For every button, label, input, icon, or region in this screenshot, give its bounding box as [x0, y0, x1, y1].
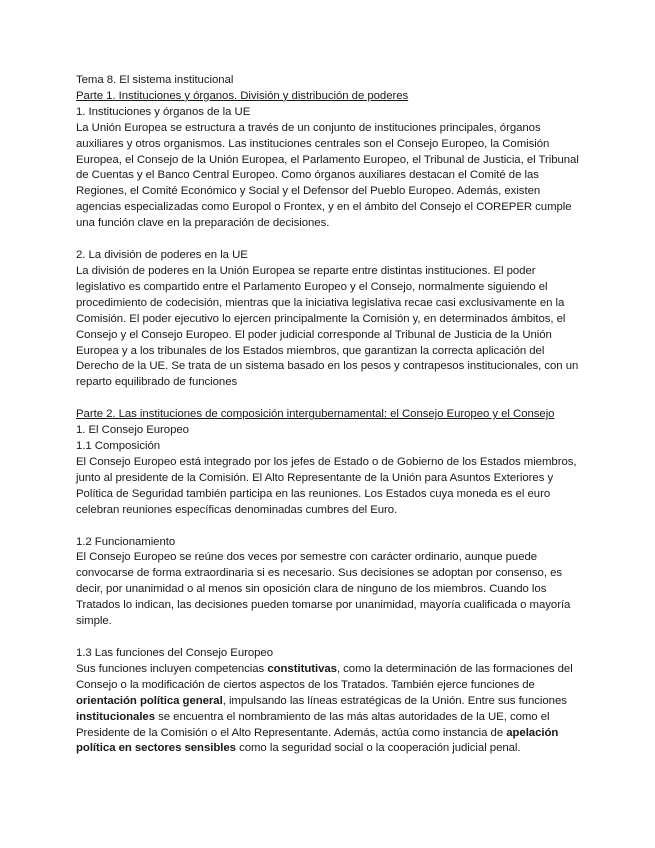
section-2-heading: 2. La división de poderes en la UE: [76, 249, 248, 262]
bold-term-constitutivas: constitutivas: [267, 662, 337, 675]
spacer: [76, 232, 579, 248]
section-1-heading: 1. Instituciones y órganos de la UE: [76, 105, 251, 118]
composicion-paragraph: El Consejo Europeo está integrado por los jefes de Estado o de Gobierno de los Estados miembros, junto al presidente de la Comisión. El Alto Representante de la Unión para Asuntos Exteriores y Política de Seguridad también participa en las reuniones. Los Estados cuya moneda es el euro celebran reuniones específicas denominadas cumbres del Euro.: [76, 455, 577, 516]
consejo-europeo-heading: 1. El Consejo Europeo: [76, 424, 189, 437]
spacer: [76, 519, 579, 535]
text-run: , impulsando las líneas estratégicas de la Unión. Entre sus funciones: [222, 694, 567, 707]
bold-term-orientacion: orientación política general: [76, 694, 223, 707]
spacer: [76, 630, 579, 646]
section-1-paragraph: La Unión Europea se estructura a través de un conjunto de instituciones principales, órganos auxiliares y otros organismos. Las instituciones centrales son el Consejo Europeo, la Comisión Europea, el Consejo de la Unión Europea, el Parlamento Europeo, el Tribunal de Justicia, el Tribunal de Cuentas y el Banco Central Europeo. Como órganos auxiliares destacan el Comité de las Regiones, el Comité Económico y Social y el Defensor del Pueblo Europeo. Además, existen agencias especializadas como Europol o Frontex, y en el ámbito del Consejo el COREPER cumple una función clave en la preparación de decisiones.: [76, 121, 579, 230]
composicion-heading: 1.1 Composición: [76, 440, 161, 453]
funciones-heading: 1.3 Las funciones del Consejo Europeo: [76, 647, 273, 659]
bold-term-apelacion: apelación política en sectores sensibles: [76, 726, 559, 755]
bold-term-institucionales: institucionales: [76, 710, 156, 723]
section-2-paragraph: La división de poderes en la Unión Europea se reparte entre distintas instituciones. El poder legislativo es compartido entre el Parlamento Europeo y el Consejo, normalmente siguiendo el procedimiento de codecisión, mientras que la iniciativa legislativa recae casi exclusivamente en la Comisión. El poder ejecutivo lo ejercen principalmente la Comisión y, en determinados ámbitos, el Consejo y el Consejo Europeo. El poder judicial corresponde al Tribunal de Justicia de la Unión Europea y a los tribunales de los Estados miembros, que garantizan la correcta aplicación del Derecho de la UE. Se trata de un sistema basado en los pesos y contrapesos institucionales, con un reparto equilibrado de funciones: [76, 264, 579, 389]
document-body: [76, 73, 579, 757]
funcionamiento-heading: 1.2 Funcionamiento: [76, 535, 176, 548]
part2-heading: Parte 2. Las instituciones de composición intergubernamental: el Consejo Europeo y el Consejo: [76, 408, 555, 421]
text-run: Sus funciones incluyen competencias: [76, 662, 268, 675]
spacer: [76, 391, 579, 407]
funciones-paragraph: [76, 662, 579, 757]
document-title: Tema 8. El sistema institucional: [76, 74, 234, 86]
text-run: , como la determinación de las formaciones del Consejo o la modificación de ciertos aspectos de los Tratados. También ejerce funciones de: [76, 662, 573, 691]
text-run: como la seguridad social o la cooperación judicial penal.: [235, 742, 521, 755]
text-run: se encuentra el nombramiento de las más altas autoridades de la UE, como el Presidente de la Comisión o el Alto Representante. Además, actúa como instancia de: [76, 710, 550, 739]
part1-heading: Parte 1. Instituciones y órganos. División y distribución de poderes: [76, 89, 409, 102]
funcionamiento-paragraph: El Consejo Europeo se reúne dos veces por semestre con carácter ordinario, aunque puede convocarse de forma extraordinaria si es necesario. Sus decisiones se adoptan por consenso, es decir, por unanimidad o al menos sin oposición clara de ninguno de los miembros. Cuando los Tratados lo indican, las decisiones pueden tomarse por unanimidad, mayoría cualificada o mayoría simple.: [76, 551, 571, 628]
